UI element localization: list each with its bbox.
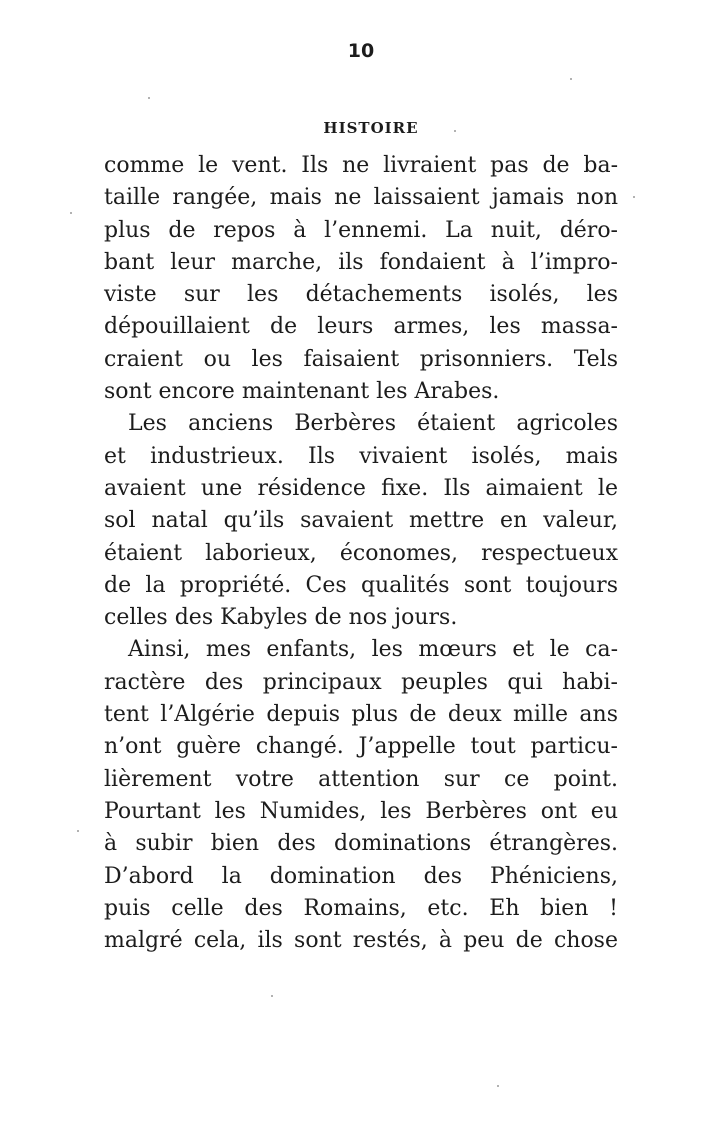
scan-speck (633, 196, 635, 198)
text-line: à subir bien des dominations étrangères. (104, 831, 618, 857)
text-line: Les anciens Berbères étaient agricoles (128, 411, 618, 437)
text-line: malgré cela, ils sont restés, à peu de chose (104, 928, 618, 954)
running-head: HISTOIRE (323, 119, 419, 137)
paragraph (104, 634, 618, 957)
paragraph (104, 408, 618, 634)
paragraph (104, 150, 618, 408)
text-line: taille rangée, mais ne laissaient jamais non (104, 185, 618, 211)
text-line: comme le vent. Ils ne livraient pas de ba- (104, 153, 618, 178)
text-line: ractère des principaux peuples qui habi- (104, 669, 618, 695)
text-line: sont encore maintenant les Arabes. (104, 379, 500, 405)
scan-speck (271, 995, 273, 997)
scan-speck (77, 830, 79, 832)
text-line: celles des Kabyles de nos jours. (104, 605, 458, 631)
page-number: 10 (347, 40, 375, 62)
text-line: tent l’Algérie depuis plus de deux mille ans (104, 702, 618, 728)
text-line: D’abord la domination des Phéniciens, (104, 863, 618, 889)
text-line: et industrieux. Ils vivaient isolés, mais (104, 443, 618, 469)
scan-speck (570, 78, 572, 80)
text-line: plus de repos à l’ennemi. La nuit, déro- (104, 217, 618, 243)
text-line: Pourtant les Numides, les Berbères ont eu (104, 798, 618, 824)
scan-speck (497, 1085, 499, 1087)
text-line: n’ont guère changé. J’appelle tout particu- (104, 734, 618, 760)
text-line: viste sur les détachements isolés, les (104, 282, 618, 308)
body-text (104, 150, 618, 957)
text-line: Ainsi, mes enfants, les mœurs et le ca- (128, 637, 618, 663)
scan-speck (70, 212, 72, 214)
text-line: étaient laborieux, économes, respectueux (104, 540, 618, 566)
text-line: lièrement votre attention sur ce point. (104, 766, 618, 792)
text-line: dépouillaient de leurs armes, les massa- (104, 314, 618, 340)
text-line: de la propriété. Ces qualités sont toujours (104, 572, 618, 598)
text-line: puis celle des Romains, etc. Eh bien ! (104, 895, 618, 921)
text-line: avaient une résidence fixe. Ils aimaient le (104, 475, 618, 501)
scan-speck (148, 97, 150, 99)
text-line: sol natal qu’ils savaient mettre en valeur, (104, 508, 618, 534)
text-line: craient ou les faisaient prisonniers. Tels (104, 346, 618, 372)
scan-speck (454, 130, 456, 132)
text-line: bant leur marche, ils fondaient à l’impro- (104, 249, 618, 275)
